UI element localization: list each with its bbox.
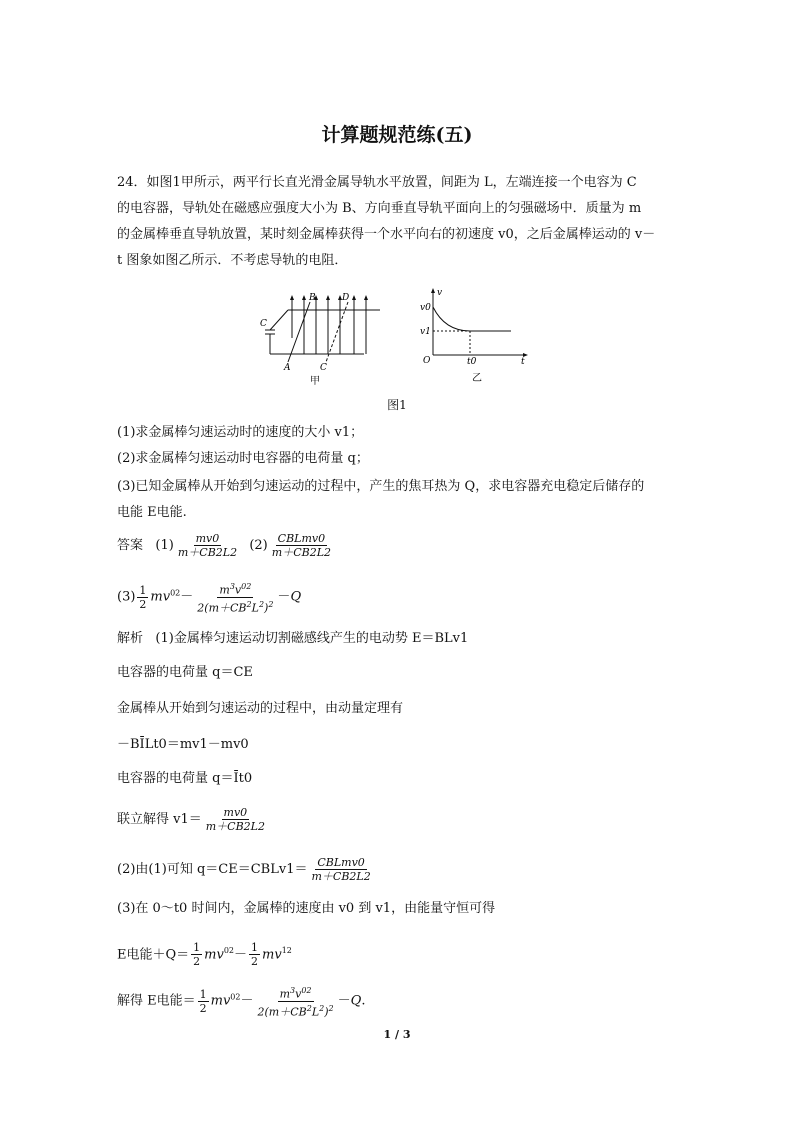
page-number: 1 / 3 (383, 1028, 411, 1041)
answer-2: $\frac{\text{CBLmv0}}{m+CB2L2}$ (271, 532, 331, 559)
metal-rod (288, 302, 310, 362)
sub-b-label: 乙 (472, 373, 482, 384)
figure-vt-graph (415, 285, 540, 385)
analysis-line-8: (3)在 0～t0 时间内，金属棒的速度由 v0 到 v1，由能量守恒可得 (117, 901, 496, 916)
label-v: v (437, 288, 443, 298)
question-2: (2)求金属棒匀速运动时电容器的电荷量 q； (117, 451, 369, 466)
label-t: t (521, 357, 525, 367)
problem-line: 的电容器，导轨处在磁感应强度大小为 B、方向垂直导轨平面向上的匀强磁场中．质量为 m (117, 201, 642, 216)
figure-caption: 图1 (387, 398, 407, 412)
label-origin: O (423, 356, 431, 366)
answer-line-3: (3) $\frac{1}{2}$ $mv^{02}-$ $\frac{m^3v^{02}}{2(m+CB^2L^2)^2}$ －Q (117, 582, 302, 615)
wire-left-top (270, 310, 288, 330)
analysis-line-4: －BĪLt0＝mv1－mv0 (117, 737, 249, 752)
label-D: D (342, 293, 350, 303)
analysis-line-2: 电容器的电荷量 q＝CE (117, 665, 253, 680)
label-v0: v0 (420, 303, 431, 313)
v-t-curve (433, 307, 511, 331)
problem-line: 24．如图1甲所示，两平行长直光滑金属导轨水平放置，间距为 L，左端连接一个电容为 C (117, 175, 637, 190)
answer-1: $\frac{mv0}{m+CB2L2}$ (177, 532, 238, 559)
page-title: 计算题规范练(五) (321, 124, 473, 146)
analysis-line-10: 解得 E电能＝ $\frac{1}{2}$ $mv^{02}-$ $\frac{m^3v^{02}}{2(m+CB^2L^2)^2}$ －Q. (117, 986, 366, 1019)
magnetic-field-arrows (292, 298, 366, 354)
analysis-line-3: 金属棒从开始到匀速运动的过程中，由动量定理有 (117, 701, 404, 716)
analysis-label: 解析 (117, 631, 144, 646)
analysis-line-7: (2)由(1)可知 q＝CE＝CBLv1＝ $\frac{\text{CBLmv0}}{m+CB2L2}$ (117, 856, 371, 883)
analysis-line-6: 联立解得 v1＝ $\frac{mv0}{m+CB2L2}$ (117, 806, 265, 833)
question-3: (3)已知金属棒从开始到匀速运动的过程中，产生的焦耳热为 Q，求电容器充电稳定后储存的 (117, 479, 645, 494)
label-A: A (284, 363, 291, 373)
rod-later-position (326, 302, 348, 362)
question-1: (1)求金属棒匀速运动时的速度的大小 v1； (117, 425, 364, 440)
analysis-line-9: E电能＋Q＝ $\frac{1}{2}$ $mv^{02}-$ $\frac{1}{2}$ $mv^{12}$ (117, 941, 292, 969)
label-v1: v1 (420, 327, 431, 337)
figure-rail-diagram (260, 288, 390, 388)
answer-line-1: 答案 (1) $\frac{mv0}{m+CB2L2}$ (2) $\frac{\text{CBLmv0}}{m+CB2L2}$ (117, 532, 331, 559)
label-C-rod: C (320, 363, 327, 373)
problem-line: 的金属棒垂直导轨放置，某时刻金属棒获得一个水平向右的初速度 v0，之后金属棒运动的 v－ (117, 227, 656, 242)
problem-line: t 图象如图乙所示．不考虑导轨的电阻． (117, 253, 348, 268)
label-C-capacitor: C (260, 319, 267, 329)
analysis-line-5: 电容器的电荷量 q＝Īt0 (117, 771, 253, 786)
label-t0: t0 (467, 357, 477, 367)
sub-a-label: 甲 (310, 376, 320, 387)
answer-label: 答案 (117, 538, 144, 553)
analysis-line-1: 解析 (1)金属棒匀速运动切割磁感线产生的电动势 E＝BLv1 (117, 631, 469, 646)
question-3-cont: 电能 E电能. (117, 505, 187, 520)
label-B: B (309, 293, 316, 303)
